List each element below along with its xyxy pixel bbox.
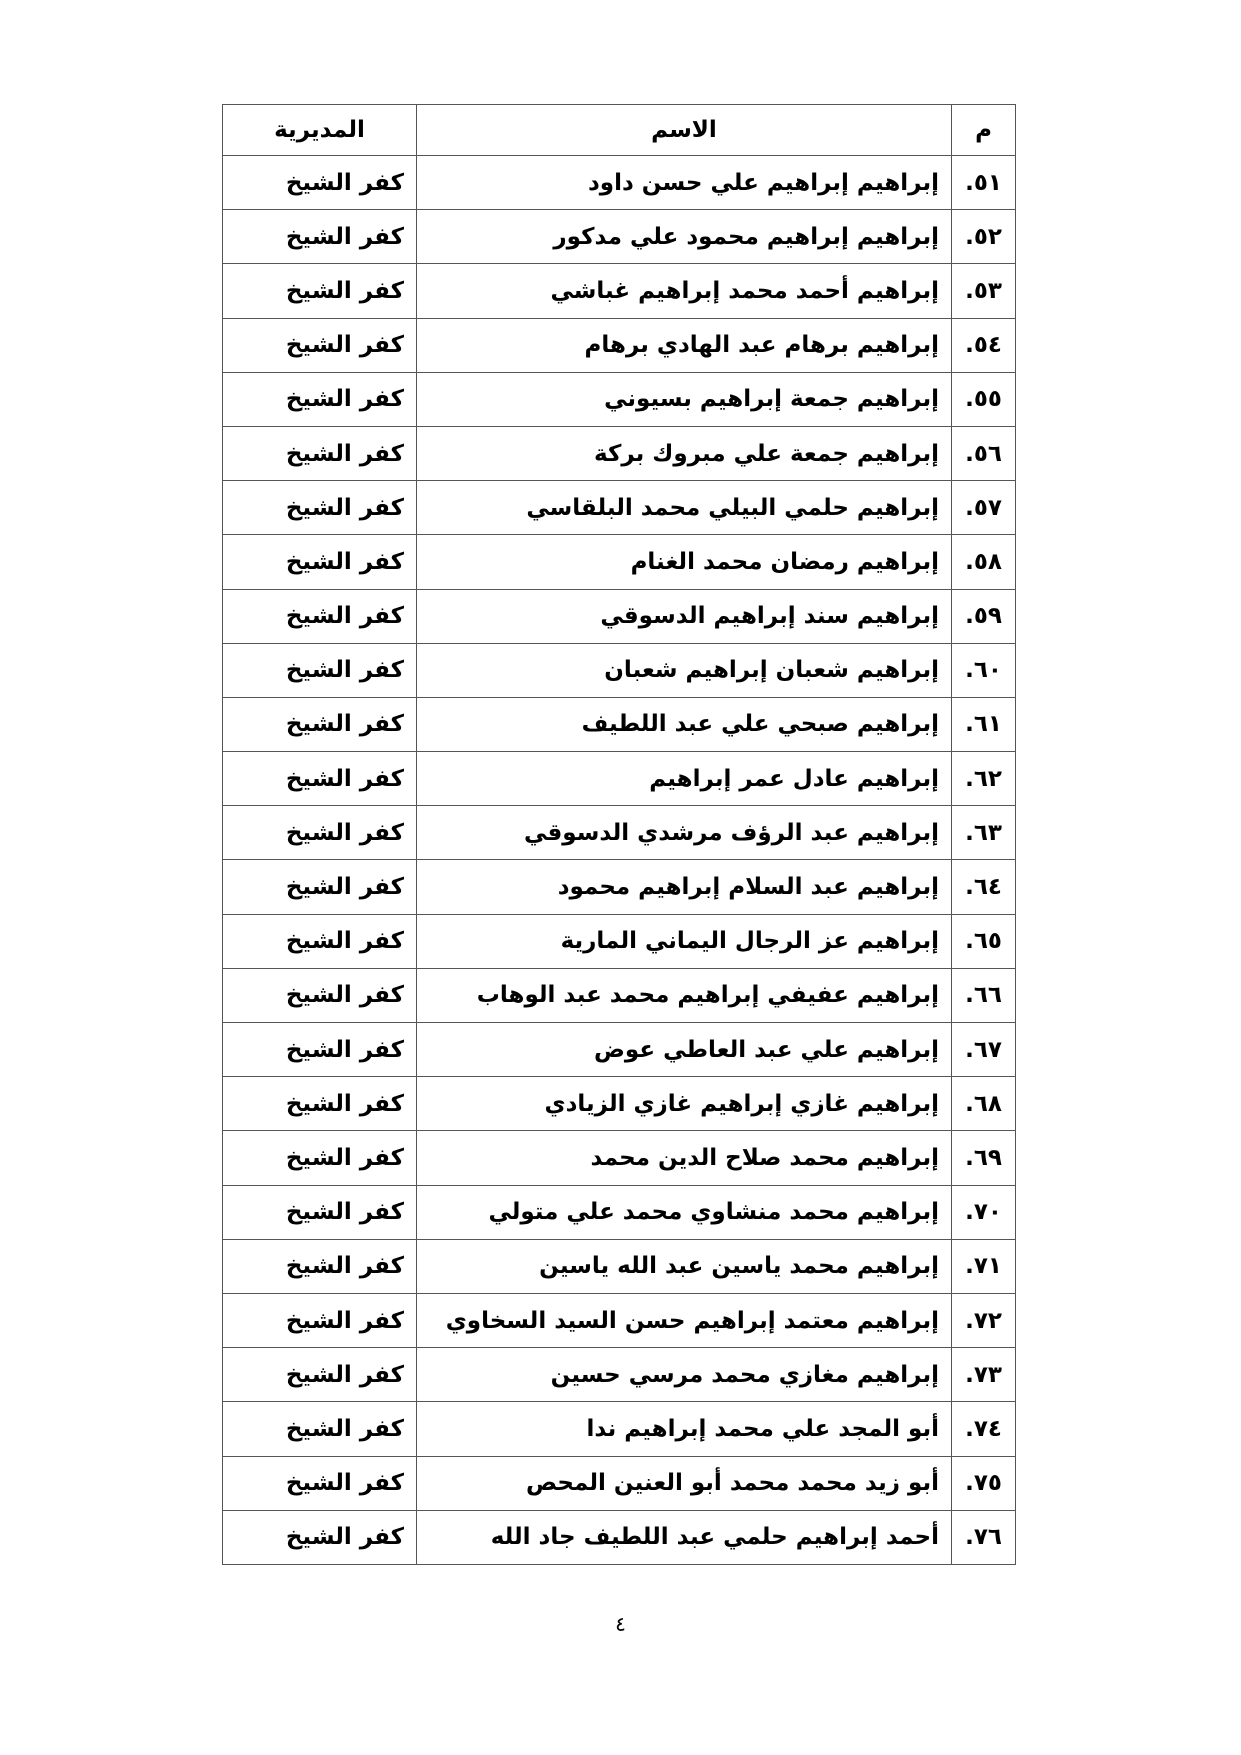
table-row (223, 643, 1016, 697)
row-directorate: كفر الشيخ (223, 210, 417, 264)
table-row (223, 752, 1016, 806)
row-directorate: كفر الشيخ (223, 426, 417, 480)
row-number: ٦٦. (952, 968, 1016, 1022)
row-name: إبراهيم أحمد محمد إبراهيم غباشي (417, 264, 952, 318)
table-row (223, 210, 1016, 264)
row-number: ٥٩. (952, 589, 1016, 643)
row-name: إبراهيم عبد السلام إبراهيم محمود (417, 860, 952, 914)
row-name: أحمد إبراهيم حلمي عبد اللطيف جاد الله (417, 1510, 952, 1564)
row-number: ٧٢. (952, 1293, 1016, 1347)
row-name: إبراهيم عبد الرؤف مرشدي الدسوقي (417, 806, 952, 860)
table-row (223, 914, 1016, 968)
row-directorate: كفر الشيخ (223, 1293, 417, 1347)
row-directorate: كفر الشيخ (223, 914, 417, 968)
row-number: ٧١. (952, 1239, 1016, 1293)
row-directorate: كفر الشيخ (223, 481, 417, 535)
row-name: إبراهيم علي عبد العاطي عوض (417, 1023, 952, 1077)
row-name: إبراهيم حلمي البيلي محمد البلقاسي (417, 481, 952, 535)
row-number: ٦١. (952, 697, 1016, 751)
row-name: إبراهيم جمعة علي مبروك بركة (417, 426, 952, 480)
row-directorate: كفر الشيخ (223, 1402, 417, 1456)
row-number: ٦٩. (952, 1131, 1016, 1185)
table-row (223, 1185, 1016, 1239)
row-directorate: كفر الشيخ (223, 806, 417, 860)
row-name: إبراهيم عفيفي إبراهيم محمد عبد الوهاب (417, 968, 952, 1022)
header-name: الاسم (417, 105, 952, 156)
row-name: إبراهيم إبراهيم علي حسن داود (417, 156, 952, 210)
row-name: إبراهيم محمد صلاح الدين محمد (417, 1131, 952, 1185)
table-row (223, 589, 1016, 643)
row-directorate: كفر الشيخ (223, 264, 417, 318)
row-name: إبراهيم جمعة إبراهيم بسيوني (417, 372, 952, 426)
table-body (223, 156, 1016, 1565)
row-number: ٦٧. (952, 1023, 1016, 1077)
row-name: إبراهيم إبراهيم محمود علي مدكور (417, 210, 952, 264)
row-number: ٥٤. (952, 318, 1016, 372)
table-row (223, 426, 1016, 480)
row-directorate: كفر الشيخ (223, 1023, 417, 1077)
row-directorate: كفر الشيخ (223, 1456, 417, 1510)
row-number: ٦٨. (952, 1077, 1016, 1131)
table-row (223, 1402, 1016, 1456)
row-directorate: كفر الشيخ (223, 1077, 417, 1131)
row-number: ٥٦. (952, 426, 1016, 480)
row-directorate: كفر الشيخ (223, 752, 417, 806)
row-number: ٦٣. (952, 806, 1016, 860)
row-directorate: كفر الشيخ (223, 643, 417, 697)
table-row (223, 372, 1016, 426)
row-number: ٦٢. (952, 752, 1016, 806)
row-number: ٥٨. (952, 535, 1016, 589)
row-name: إبراهيم شعبان إبراهيم شعبان (417, 643, 952, 697)
row-name: أبو المجد علي محمد إبراهيم ندا (417, 1402, 952, 1456)
row-name: إبراهيم محمد ياسين عبد الله ياسين (417, 1239, 952, 1293)
row-number: ٧٠. (952, 1185, 1016, 1239)
table-row (223, 968, 1016, 1022)
table-header-row (223, 105, 1016, 156)
row-directorate: كفر الشيخ (223, 156, 417, 210)
row-name: إبراهيم رمضان محمد الغنام (417, 535, 952, 589)
header-directorate: المديرية (223, 105, 417, 156)
row-name: أبو زيد محمد محمد أبو العنين المحص (417, 1456, 952, 1510)
row-number: ٥٣. (952, 264, 1016, 318)
row-directorate: كفر الشيخ (223, 372, 417, 426)
table-row (223, 1023, 1016, 1077)
names-table (222, 104, 1016, 1565)
row-directorate: كفر الشيخ (223, 318, 417, 372)
row-directorate: كفر الشيخ (223, 1131, 417, 1185)
table-row (223, 535, 1016, 589)
table-row (223, 1456, 1016, 1510)
table-row (223, 156, 1016, 210)
row-name: إبراهيم سند إبراهيم الدسوقي (417, 589, 952, 643)
row-name: إبراهيم صبحي علي عبد اللطيف (417, 697, 952, 751)
table-row (223, 1077, 1016, 1131)
row-number: ٧٦. (952, 1510, 1016, 1564)
row-directorate: كفر الشيخ (223, 1510, 417, 1564)
row-directorate: كفر الشيخ (223, 968, 417, 1022)
row-number: ٦٤. (952, 860, 1016, 914)
page-number: ٤ (615, 1612, 626, 1636)
table-row (223, 1131, 1016, 1185)
row-directorate: كفر الشيخ (223, 860, 417, 914)
row-number: ٦٠. (952, 643, 1016, 697)
row-directorate: كفر الشيخ (223, 1185, 417, 1239)
row-number: ٧٥. (952, 1456, 1016, 1510)
table-row (223, 318, 1016, 372)
table-row (223, 1293, 1016, 1347)
table-row (223, 481, 1016, 535)
table-row (223, 1239, 1016, 1293)
table-row (223, 264, 1016, 318)
row-name: إبراهيم مغازي محمد مرسي حسين (417, 1348, 952, 1402)
row-number: ٦٥. (952, 914, 1016, 968)
table-row (223, 1348, 1016, 1402)
header-number: م (952, 105, 1016, 156)
row-directorate: كفر الشيخ (223, 589, 417, 643)
row-number: ٥١. (952, 156, 1016, 210)
row-name: إبراهيم غازي إبراهيم غازي الزيادي (417, 1077, 952, 1131)
row-name: إبراهيم برهام عبد الهادي برهام (417, 318, 952, 372)
table-row (223, 697, 1016, 751)
row-name: إبراهيم عادل عمر إبراهيم (417, 752, 952, 806)
row-directorate: كفر الشيخ (223, 535, 417, 589)
table-row (223, 860, 1016, 914)
row-name: إبراهيم محمد منشاوي محمد علي متولي (417, 1185, 952, 1239)
row-number: ٥٢. (952, 210, 1016, 264)
row-directorate: كفر الشيخ (223, 1348, 417, 1402)
row-name: إبراهيم معتمد إبراهيم حسن السيد السخاوي (417, 1293, 952, 1347)
row-number: ٧٤. (952, 1402, 1016, 1456)
row-number: ٥٥. (952, 372, 1016, 426)
table-row (223, 806, 1016, 860)
table-row (223, 1510, 1016, 1564)
row-number: ٥٧. (952, 481, 1016, 535)
row-number: ٧٣. (952, 1348, 1016, 1402)
row-name: إبراهيم عز الرجال اليماني المارية (417, 914, 952, 968)
row-directorate: كفر الشيخ (223, 1239, 417, 1293)
row-directorate: كفر الشيخ (223, 697, 417, 751)
